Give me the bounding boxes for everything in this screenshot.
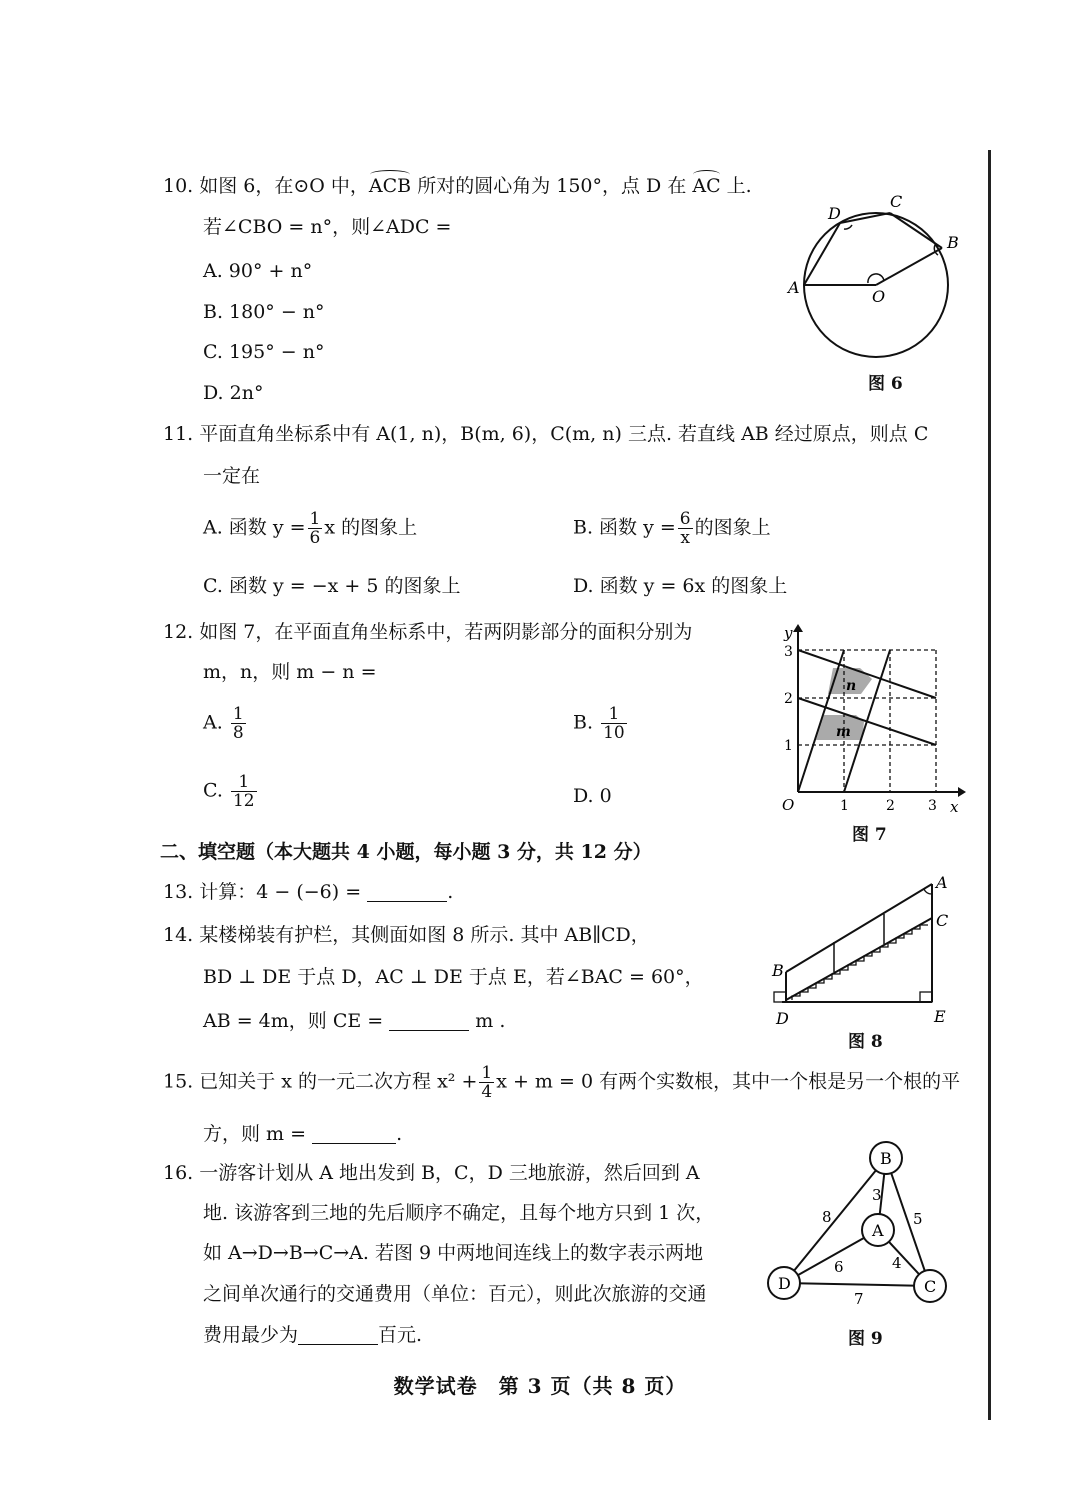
q10-option-c: C. 195° − n° (203, 341, 325, 363)
edge-bd-cost: 8 (822, 1208, 832, 1226)
point-c-label: C (890, 192, 903, 211)
point-b-label-fig8: B (772, 961, 784, 980)
q11-option-c: C. 函数 y = −x + 5 的图象上 (203, 575, 461, 597)
q11-line1: 11. 平面直角坐标系中有 A(1, n)，B(m, 6)，C(m, n) 三点. 若直线 AB 经过原点，则点 C (163, 423, 929, 445)
point-b-label: B (947, 233, 959, 252)
margin-rule (988, 150, 991, 1420)
node-d-label: D (778, 1274, 791, 1293)
q14-answer-blank[interactable] (389, 1012, 469, 1031)
edge-bc-cost: 5 (913, 1210, 923, 1228)
x-tick-3: 3 (928, 798, 937, 814)
x-axis-label: x (950, 798, 959, 816)
q10-line2: 若∠CBO = n°，则∠ADC = (203, 216, 452, 238)
edge-ab-cost: 3 (872, 1186, 882, 1204)
figure-7-coordinate-grid (776, 622, 966, 817)
edge-dc-cost: 7 (854, 1290, 864, 1308)
origin-label: O (782, 796, 795, 814)
q14-line2: BD ⊥ DE 于点 D，AC ⊥ DE 于点 E，若∠BAC = 60°， (203, 966, 704, 988)
q12-option-c: C. $\frac{1}{12}$ (203, 772, 255, 811)
figure-6-circle (780, 185, 970, 370)
arc-acb: ACB (368, 175, 412, 197)
x-tick-2: 2 (886, 798, 895, 814)
figure-9-route-graph (762, 1138, 962, 1318)
point-d-label-fig8: D (776, 1009, 789, 1028)
point-d-label: D (828, 204, 841, 223)
point-a-label-fig8: A (936, 873, 948, 892)
figure-8-staircase (768, 872, 968, 1032)
q14-line1: 14. 某楼梯装有护栏，其侧面如图 8 所示. 其中 AB∥CD， (163, 924, 650, 946)
page-footer: 数学试卷 第 3 页（共 8 页） (393, 1374, 687, 1398)
q12-line1: 12. 如图 7，在平面直角坐标系中，若两阴影部分的面积分别为 (163, 621, 693, 643)
edge-ad-cost: 6 (834, 1258, 844, 1276)
x-tick-1: 1 (840, 798, 849, 814)
y-tick-1: 1 (784, 738, 793, 754)
q11-line2: 一定在 (203, 465, 261, 487)
q14-line3: AB = 4m，则 CE = m . (203, 1010, 506, 1032)
figure-6-caption: 图 6 (868, 374, 903, 394)
q10-option-b: B. 180° − n° (203, 301, 325, 323)
q16-line2: 地. 该游客到三地的先后顺序不确定，且每个地方只到 1 次， (203, 1202, 715, 1224)
q12-option-b: B. $\frac{1}{10}$ (573, 704, 625, 743)
point-c-label-fig8: C (936, 911, 949, 930)
point-e-label-fig8: E (934, 1007, 946, 1026)
node-a-label: A (872, 1221, 884, 1240)
q16-line1: 16. 一游客计划从 A 地出发到 B，C，D 三地旅游，然后回到 A (163, 1162, 700, 1184)
y-tick-3: 3 (784, 644, 793, 660)
shade-label-m: m (836, 724, 851, 740)
q12-option-d: D. 0 (573, 785, 612, 807)
y-tick-2: 2 (784, 691, 793, 707)
node-b-label: B (880, 1149, 892, 1168)
q11-option-a: A. 函数 y = $\frac{1}{6}$ x 的图象上 (203, 509, 418, 548)
q10-line1: 10. 如图 6，在⊙O 中，ACB 所对的圆心角为 150°，点 D 在 AC 上. (163, 175, 752, 197)
q13-answer-blank[interactable] (367, 883, 447, 902)
q16-line4: 之间单次通行的交通费用（单位：百元），则此次旅游的交通 (203, 1283, 707, 1305)
figure-9-caption: 图 9 (848, 1329, 883, 1349)
q12-line2: m，n，则 m − n = (203, 661, 377, 683)
edge-ac-cost: 4 (892, 1254, 902, 1272)
section-2-heading: 二、填空题（本大题共 4 小题，每小题 3 分，共 12 分） (160, 841, 652, 863)
q12-option-a: A. $\frac{1}{8}$ (203, 704, 244, 743)
arc-ac: AC (692, 175, 721, 197)
shade-label-n: n (846, 678, 857, 694)
q15-line2: 方，则 m = . (203, 1123, 403, 1145)
q15-answer-blank[interactable] (312, 1125, 396, 1144)
q16-line3: 如 A→D→B→C→A. 若图 9 中两地间连线上的数字表示两地 (203, 1242, 704, 1264)
point-a-label: A (788, 278, 800, 297)
node-c-label: C (924, 1277, 937, 1296)
q16-answer-blank[interactable] (298, 1326, 378, 1345)
q10-option-d: D. 2n° (203, 382, 264, 404)
figure-8-caption: 图 8 (848, 1032, 883, 1052)
q11-option-d: D. 函数 y = 6x 的图象上 (573, 575, 788, 597)
q11-option-b: B. 函数 y = $\frac{6}{x}$ 的图象上 (573, 509, 771, 548)
q15-line1: 15. 已知关于 x 的一元二次方程 x² + $\frac{1}{4}$ x + m = 0 有两个实数根，其中一个根是另一个根的平 (163, 1063, 961, 1102)
q10-option-a: A. 90° + n° (203, 260, 313, 282)
q13-line: 13. 计算：4 − (−6) = . (163, 881, 454, 903)
figure-7-caption: 图 7 (852, 825, 887, 845)
y-axis-label: y (784, 624, 793, 642)
point-o-label: O (872, 287, 886, 306)
q16-line5: 费用最少为 百元. (203, 1324, 423, 1346)
